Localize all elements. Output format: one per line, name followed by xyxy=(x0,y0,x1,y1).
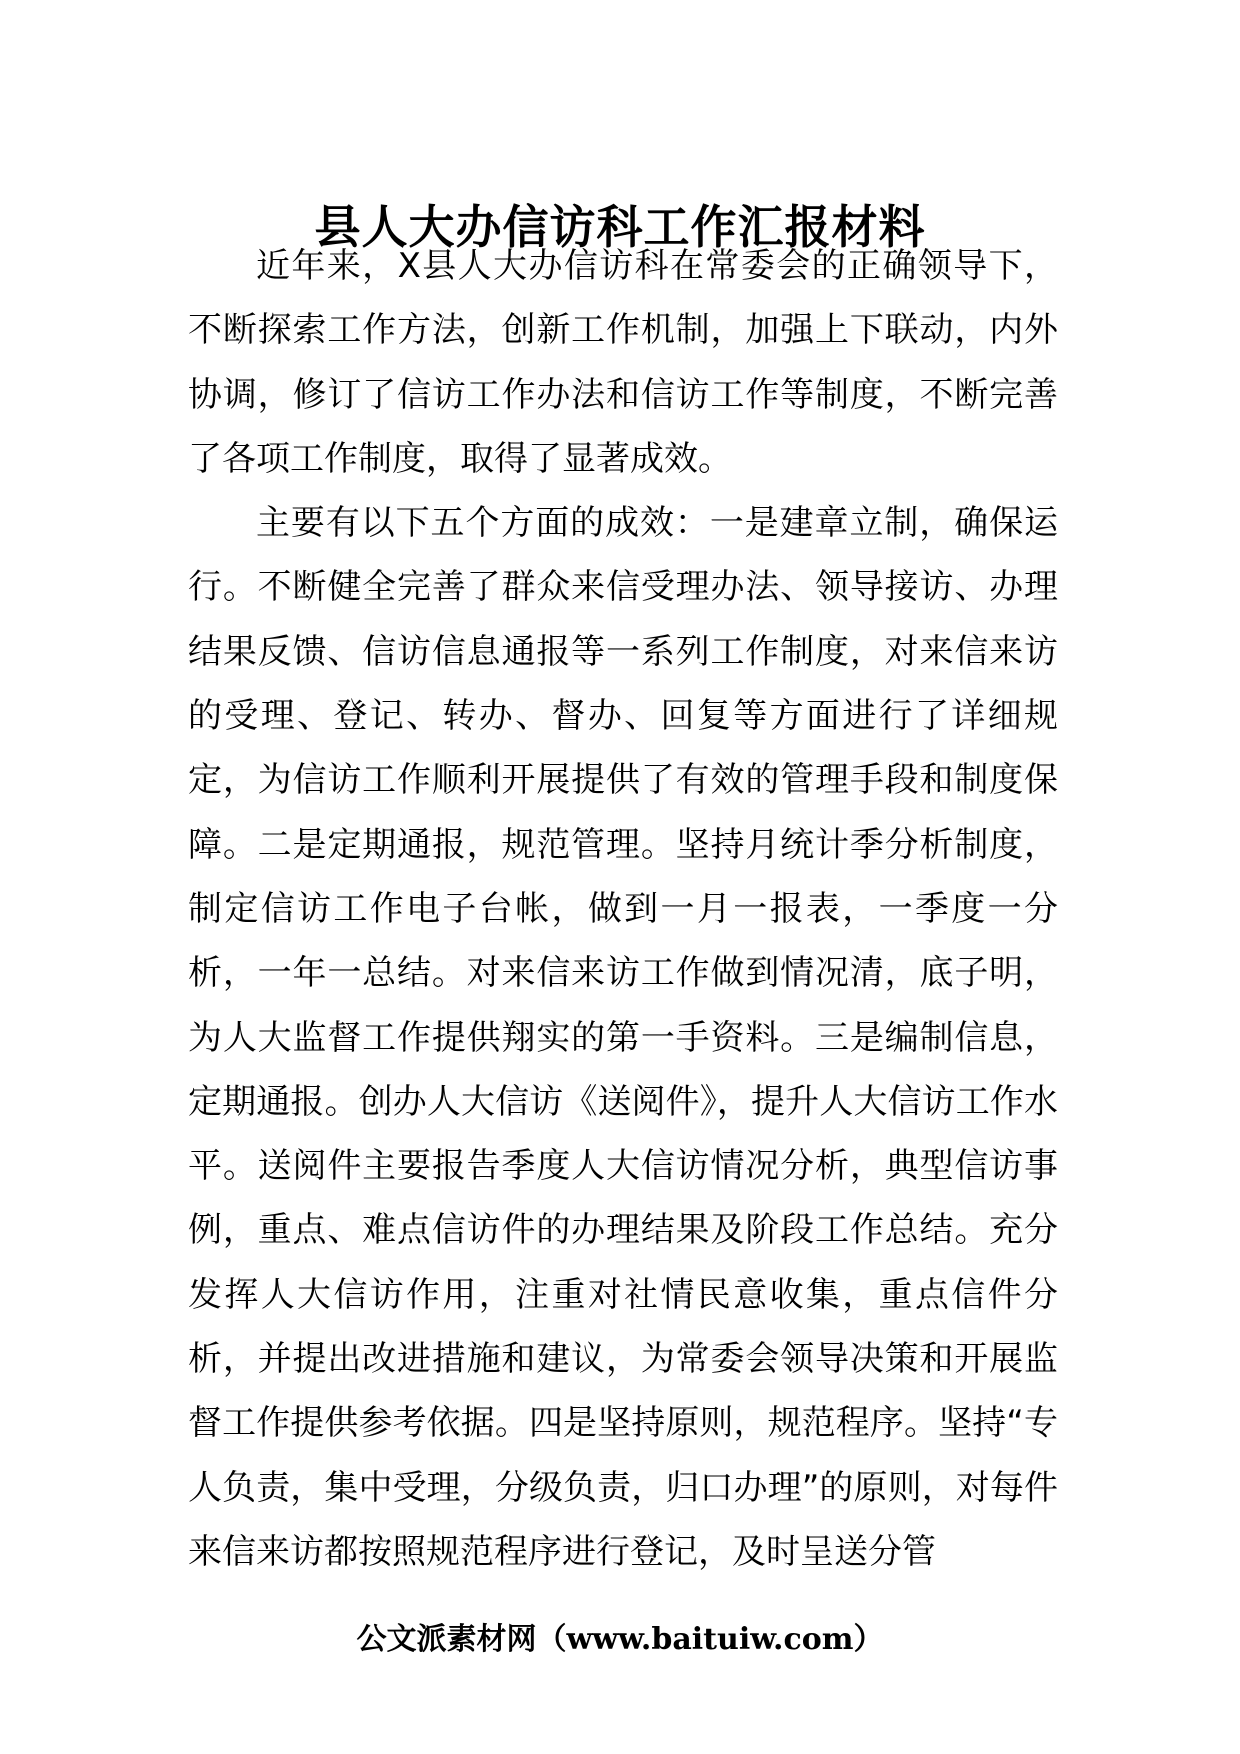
footer-watermark-text: 公文派素材网（www.baituiw.com） xyxy=(356,1622,884,1657)
document-title: 县人大办信访科工作汇报材料 xyxy=(314,199,926,254)
body-paragraph-2: 主要有以下五个方面的成效：一是建章立制，确保运行。不断健全完善了群众来信受理办法、领导接访、办理结果反馈、信访信息通报等一系列工作制度，对来信来访的受理、登记、转办、督办、回复等方面进行了详细规定，为信访工作顺利开展提供了有效的管理手段和制度保障。二是定期通报，规范管理。坚持月统计季分析制度，制定信访工作电子台帐，做到一月一报表，一季度一分析，一年一总结。对来信来访工作做到情况清，底子明，为人大监督工作提供翔实的第一手资料。三是编制信息，定期通报。创办人大信访《送阅件》，提升人大信访工作水平。送阅件主要报告季度人大信访情况分析，典型信访事例，重点、难点信访件的办理结果及阶段工作总结。充分发挥人大信访作用，注重对社情民意收集，重点信件分析，并提出改进措施和建议，为常委会领导决策和开展监督工作提供参考依据。四是坚持原则，规范程序。坚持“专人负责，集中受理，分级负责，归口办理”的原则，对每件来信来访都按照规范程序进行登记，及时呈送分管 xyxy=(188,503,1058,1572)
body-paragraph-1: 近年来，X县人大办信访科在常委会的正确领导下，不断探索工作方法，创新工作机制，加强上下联动，内外协调，修订了信访工作办法和信访工作等制度，不断完善了各项工作制度，取得了显著成效。 xyxy=(188,246,1058,479)
document-body xyxy=(188,234,1058,1584)
